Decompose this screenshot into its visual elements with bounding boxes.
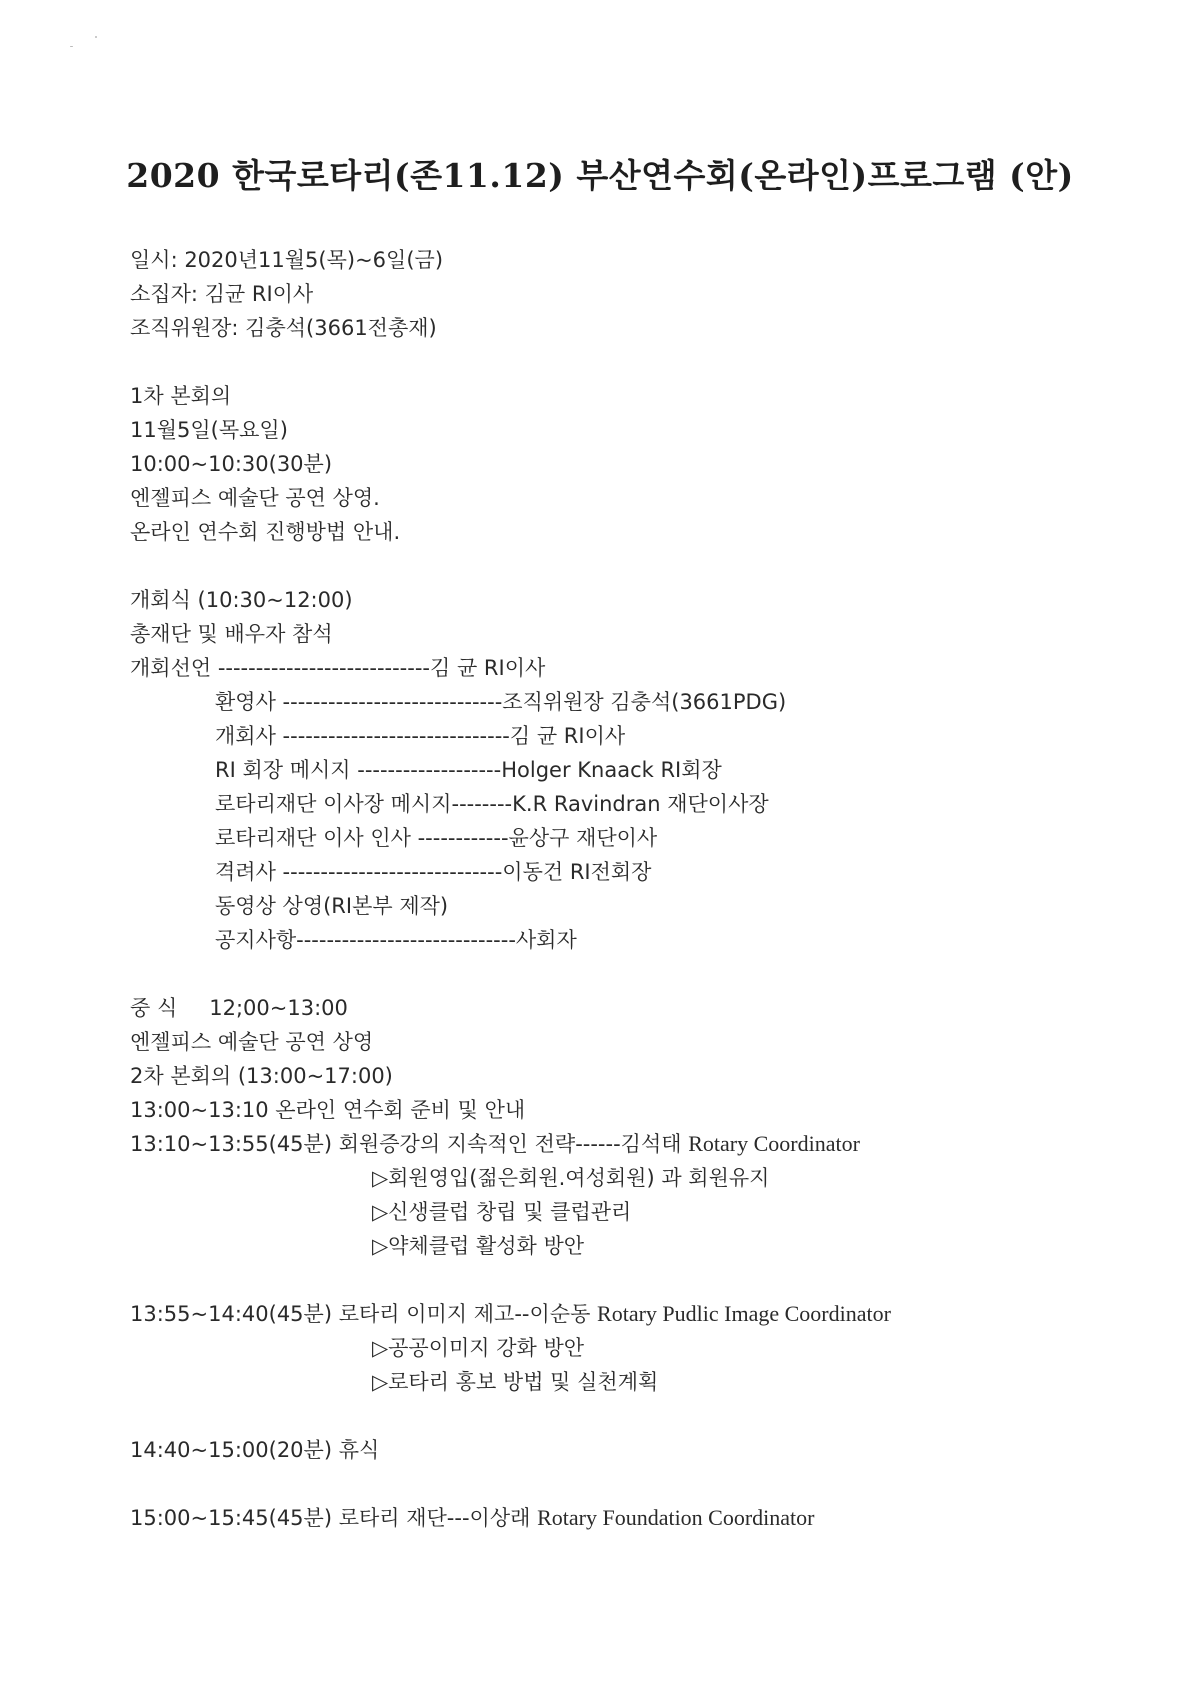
session1-item: 온라인 연수회 진행방법 안내.: [130, 520, 401, 544]
session1-item: 엔젤피스 예술단 공연 상영.: [130, 486, 380, 510]
program-row: 로타리재단 이사장 메시지--------K.R Ravindran 재단이사장: [215, 792, 769, 816]
image-row: [130, 1300, 891, 1328]
session2-prep: 13:00~13:10 온라인 연수회 준비 및 안내: [130, 1098, 526, 1122]
foundation-prefix: 15:00~15:45(45분) 로타리 재단---이상래: [130, 1506, 538, 1530]
image-subitem: ▷공공이미지 강화 방안: [372, 1336, 585, 1360]
foundation-role: Rotary Foundation Coordinator: [537, 1505, 815, 1530]
program-row: 개회선언 ----------------------------김 균 RI이사: [130, 656, 546, 680]
session1-day: 11월5일(목요일): [130, 418, 288, 442]
event-chair: 조직위원장: 김충석(3661전총재): [130, 316, 437, 340]
program-row: 환영사 -----------------------------조직위원장 김충석(3661PDG): [215, 690, 787, 714]
membership-subitem: ▷회원영입(젊은회원.여성회원) 과 회원유지: [372, 1166, 770, 1190]
image-prefix: 13:55~14:40(45분) 로타리 이미지 제고--이순동: [130, 1302, 598, 1326]
program-row: 로타리재단 이사 인사 ------------윤상구 재단이사: [215, 826, 658, 850]
program-row: 개회사 ------------------------------김 균 RI이사: [215, 724, 626, 748]
lunch-time: 12;00~13:00: [209, 996, 348, 1020]
membership-prefix: 13:10~13:55(45분) 회원증강의 지속적인 전략------김석태: [130, 1132, 689, 1156]
lunch-label: 중 식: [130, 996, 178, 1020]
break-row: 14:40~15:00(20분) 휴식: [130, 1438, 380, 1462]
session1-heading: 1차 본회의: [130, 384, 232, 408]
membership-subitem: ▷신생클럽 창립 및 클럽관리: [372, 1200, 632, 1224]
lunch-performance: 엔젤피스 예술단 공연 상영: [130, 1030, 374, 1054]
membership-row: [130, 1130, 860, 1158]
event-date: 일시: 2020년11월5(목)~6일(금): [130, 248, 444, 272]
membership-subitem: ▷약체클럽 활성화 방안: [372, 1234, 585, 1258]
program-row: 동영상 상영(RI본부 제작): [215, 894, 449, 918]
opening-attendees: 총재단 및 배우자 참석: [130, 622, 333, 646]
lunch-row: [130, 994, 348, 1022]
program-row: RI 회장 메시지 -------------------Holger Knaack RI회장: [215, 758, 722, 782]
event-convener: 소집자: 김균 RI이사: [130, 282, 314, 306]
image-role: Rotary Pudlic Image Coordinator: [597, 1301, 891, 1326]
program-row: 공지사항-----------------------------사회자: [215, 928, 577, 952]
session2-heading: 2차 본회의 (13:00~17:00): [130, 1064, 393, 1088]
page-title: 2020 한국로타리(존11.12) 부산연수회(온라인)프로그램 (안): [126, 156, 1074, 195]
scan-speck: [95, 36, 97, 38]
opening-heading: 개회식 (10:30~12:00): [130, 588, 353, 612]
session1-time: 10:00~10:30(30분): [130, 452, 333, 476]
image-subitem: ▷로타리 홍보 방법 및 실천계획: [372, 1370, 659, 1394]
membership-role: Rotary Coordinator: [688, 1131, 860, 1156]
foundation-row: [130, 1504, 815, 1532]
program-row: 격려사 -----------------------------이동건 RI전회장: [215, 860, 652, 884]
scan-speck: [70, 46, 73, 47]
